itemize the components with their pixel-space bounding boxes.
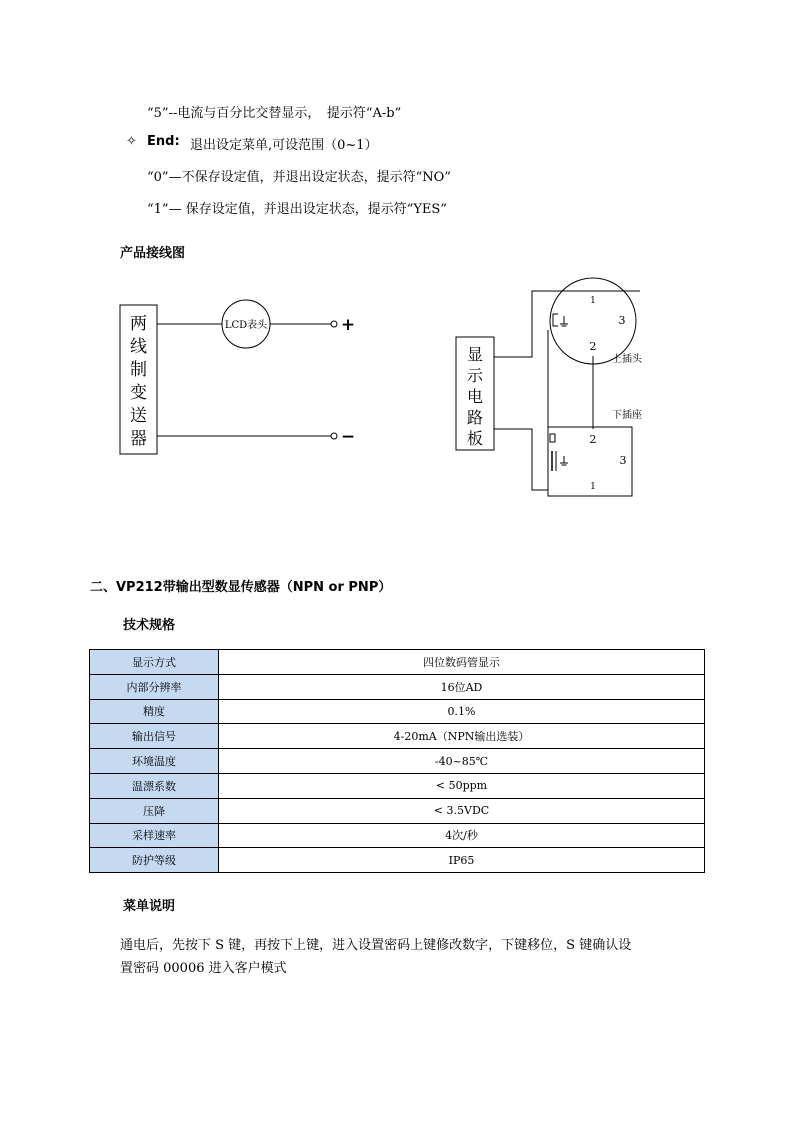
- board-char: 显: [466, 345, 484, 364]
- transmitter-char: 制: [130, 360, 147, 380]
- spec-value: < 3.5VDC: [219, 798, 705, 823]
- upper-plug-label: 上插头: [612, 354, 642, 365]
- table-row: [90, 848, 705, 873]
- board-char: 示: [466, 366, 484, 385]
- minus-sign: −: [340, 427, 356, 447]
- upper-pin-1: 1: [590, 296, 596, 306]
- lower-pin-3: 3: [619, 454, 627, 467]
- menu-line-5: “5”--电流与百分比交替显示， 提示符“A-b”: [147, 106, 402, 121]
- plus-terminal: [331, 321, 337, 327]
- spec-heading: 技术规格: [123, 618, 176, 633]
- transmitter-char: 两: [130, 314, 147, 334]
- section2-title: 二、VP212带输出型数显传感器（NPN or PNP）: [90, 580, 392, 595]
- table-row: [90, 674, 705, 699]
- spec-key: 输出信号: [90, 724, 219, 749]
- spec-value: 16位AD: [219, 674, 705, 699]
- transmitter-char: 线: [130, 337, 147, 357]
- spec-value: 4-20mA（NPN输出选装）: [219, 724, 705, 749]
- menu-line-0: “0”—不保存设定值，并退出设定状态，提示符“NO”: [147, 170, 451, 185]
- table-row: [90, 773, 705, 798]
- board-char: 电: [466, 387, 484, 406]
- table-row: [90, 724, 705, 749]
- lower-pin-1: 1: [590, 482, 596, 492]
- board-char: 板: [466, 429, 484, 448]
- spec-value: 4次/秒: [219, 823, 705, 848]
- lower-socket-label: 下插座: [612, 410, 642, 421]
- table-row: [90, 798, 705, 823]
- lcd-label: LCD表头: [224, 320, 268, 331]
- end-text: 退出设定菜单,可设范围（0~1）: [190, 138, 378, 153]
- upper-pin-3: 3: [618, 314, 626, 327]
- spec-key: 防护等级: [90, 848, 219, 873]
- wiring-diagram: [0, 0, 793, 560]
- table-row: [90, 823, 705, 848]
- menu-line-1: “1”— 保存设定值，并退出设定状态，提示符“YES”: [147, 202, 447, 217]
- spec-value: -40~85℃: [219, 749, 705, 774]
- spec-key: 采样速率: [90, 823, 219, 848]
- menu-heading: 菜单说明: [123, 899, 176, 914]
- menu-paragraph-line-1: 通电后，先按下 S 键，再按下上键，进入设置密码上键修改数字，下键移位，S 键确认设: [120, 938, 632, 953]
- transmitter-char: 送: [130, 406, 147, 426]
- spec-value: 四位数码管显示: [219, 650, 705, 675]
- end-label: End:: [147, 134, 180, 149]
- transmitter-char: 变: [130, 383, 147, 403]
- end-bullet-icon: ✧: [126, 134, 137, 149]
- wiring-heading: 产品接线图: [120, 246, 186, 261]
- upper-pin-2: 2: [589, 340, 597, 353]
- lower-pin-2: 2: [589, 433, 597, 446]
- table-row: [90, 699, 705, 724]
- spec-key: 压降: [90, 798, 219, 823]
- spec-value: IP65: [219, 848, 705, 873]
- board-char: 路: [466, 408, 484, 427]
- transmitter-char: 器: [130, 429, 147, 449]
- minus-terminal: [331, 433, 337, 439]
- table-row: [90, 749, 705, 774]
- spec-key: 精度: [90, 699, 219, 724]
- spec-table: [89, 649, 705, 873]
- spec-key: 内部分辨率: [90, 674, 219, 699]
- spec-key: 显示方式: [90, 650, 219, 675]
- table-row: [90, 650, 705, 675]
- spec-value: 0.1%: [219, 699, 705, 724]
- plus-sign: +: [340, 315, 356, 335]
- spec-key: 温漂系数: [90, 773, 219, 798]
- spec-value: < 50ppm: [219, 773, 705, 798]
- menu-paragraph-line-2: 置密码 00006 进入客户模式: [120, 961, 287, 976]
- spec-key: 环境温度: [90, 749, 219, 774]
